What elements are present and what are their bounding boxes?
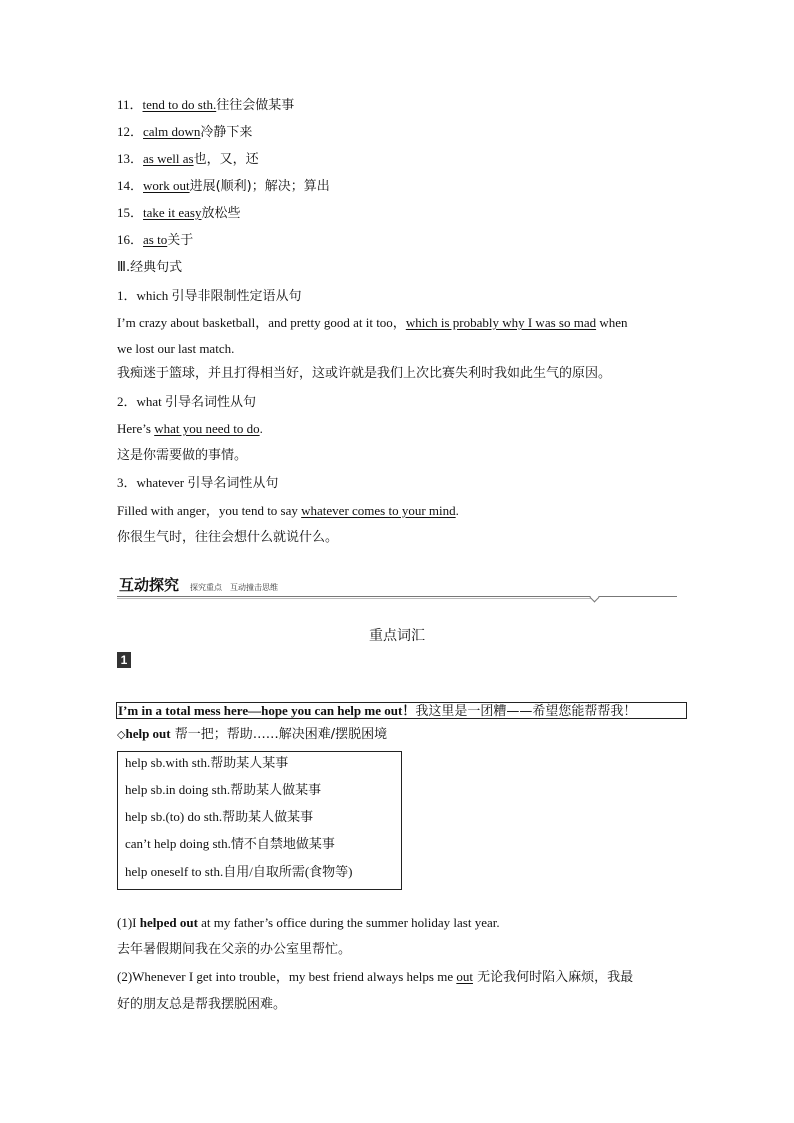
vocab-item — [117, 123, 252, 142]
example-text: when — [596, 315, 628, 330]
section-divider-secondary — [117, 598, 593, 599]
phrase-row: help sb.in doing sth.帮助某人做某事 — [125, 782, 322, 797]
key-sentence-en: I’m in a total mess here—hope you can help me out！ — [118, 703, 416, 718]
example-underlined: whatever comes to your mind — [301, 503, 456, 518]
vocab-number: 11． — [117, 97, 143, 112]
sentences-heading: Ⅲ.经典句式 — [117, 260, 183, 275]
subsection-title: 重点词汇 — [369, 628, 425, 644]
vocab-phrase: calm down — [143, 124, 201, 139]
example-text: (2)Whenever I get into trouble，my best friend always helps me — [117, 969, 457, 984]
vocab-meaning: 也，又，还 — [193, 152, 259, 167]
vocab-phrase: tend to do sth. — [142, 97, 217, 112]
example-text: 无论我何时陷入麻烦，我最 — [472, 970, 634, 985]
phrase-row: help sb.with sth.帮助某人某事 — [125, 755, 289, 770]
pattern-example-en-cont: we lost our last match. — [117, 341, 235, 356]
vocab-phrase: as well as — [143, 151, 194, 166]
note-meaning: 帮一把；帮助……解决困难/摆脱困境 — [170, 727, 388, 742]
vocab-phrase: work out — [143, 178, 190, 193]
phrase-row: can’t help doing sth.情不自禁地做某事 — [125, 836, 335, 851]
pattern-example-cn: 你很生气时，往往会想什么就说什么。 — [117, 530, 339, 545]
phrase-row: help sb.(to) do sth.帮助某人做某事 — [125, 809, 314, 824]
pattern-example-cn: 我痴迷于篮球，并且打得相当好，这或许就是我们上次比赛失利时我如此生气的原因。 — [117, 366, 612, 381]
vocab-item — [117, 231, 193, 250]
vocab-item — [117, 96, 294, 115]
vocab-item — [117, 177, 330, 196]
pattern-title: 2．what 引导名词性从句 — [117, 394, 257, 409]
vocab-number: 13． — [117, 151, 144, 166]
vocab-meaning: 冷静下来 — [200, 125, 253, 140]
example-underlined: which is probably why I was so mad — [405, 315, 597, 330]
example-text: . — [259, 421, 263, 436]
pattern-example-cn: 这是你需要做的事情。 — [117, 448, 248, 463]
vocab-number: 15． — [117, 205, 144, 220]
vocab-number: 14． — [117, 178, 144, 193]
example-text: Here’s — [117, 421, 155, 436]
section-subtitle: 探究重点 互动撞击思维 — [190, 583, 278, 592]
key-sentence-cn: 我这里是一团糟——希望您能帮帮我！ — [415, 704, 637, 719]
example-underlined: out — [456, 969, 473, 984]
example-underlined: what you need to do — [154, 421, 260, 436]
phrase-table — [117, 751, 402, 890]
pattern-example-en — [117, 420, 263, 438]
example-text: (1)I — [117, 915, 140, 930]
vocab-meaning: 放松些 — [201, 206, 241, 221]
pattern-example-en — [117, 502, 459, 520]
pattern-example-en — [117, 314, 628, 332]
example-sentence — [117, 914, 500, 932]
vocab-meaning: 往往会做某事 — [216, 98, 295, 113]
example-translation: 去年暑假期间我在父亲的办公室里帮忙。 — [117, 942, 352, 957]
vocab-item — [117, 204, 241, 223]
example-text: at my father’s office during the summer holiday last year. — [197, 915, 500, 930]
example-bold: helped out — [139, 915, 198, 930]
vocab-number: 16． — [117, 232, 144, 247]
section-header — [117, 572, 677, 600]
pattern-title: 1．which 引导非限制性定语从句 — [117, 288, 302, 303]
vocab-meaning: 关于 — [167, 233, 194, 248]
example-sentence — [117, 968, 633, 987]
diamond-icon: ◇ — [117, 728, 126, 741]
example-translation: 好的朋友总是帮我摆脱困难。 — [117, 997, 287, 1012]
vocab-item — [117, 150, 259, 169]
example-text: I’m crazy about basketball，and pretty good at it too， — [117, 315, 406, 330]
section-title: 互动探究 — [119, 576, 180, 594]
phrase-row: help oneself to sth.自用/自取所需(食物等) — [125, 864, 353, 879]
key-sentence-box — [116, 702, 687, 719]
vocab-phrase: as to — [143, 232, 168, 247]
example-text: . — [455, 503, 459, 518]
vocab-number: 12． — [117, 124, 144, 139]
vocab-phrase: take it easy — [143, 205, 202, 220]
item-number-badge: 1 — [117, 652, 131, 668]
note-phrase: help out — [125, 726, 171, 741]
vocab-meaning: 进展(顺利)；解决；算出 — [189, 179, 330, 194]
pattern-title: 3．whatever 引导名词性从句 — [117, 475, 279, 490]
divider-chevron-icon — [590, 593, 600, 603]
phrase-note — [117, 725, 387, 744]
example-text: Filled with anger，you tend to say — [117, 503, 302, 518]
